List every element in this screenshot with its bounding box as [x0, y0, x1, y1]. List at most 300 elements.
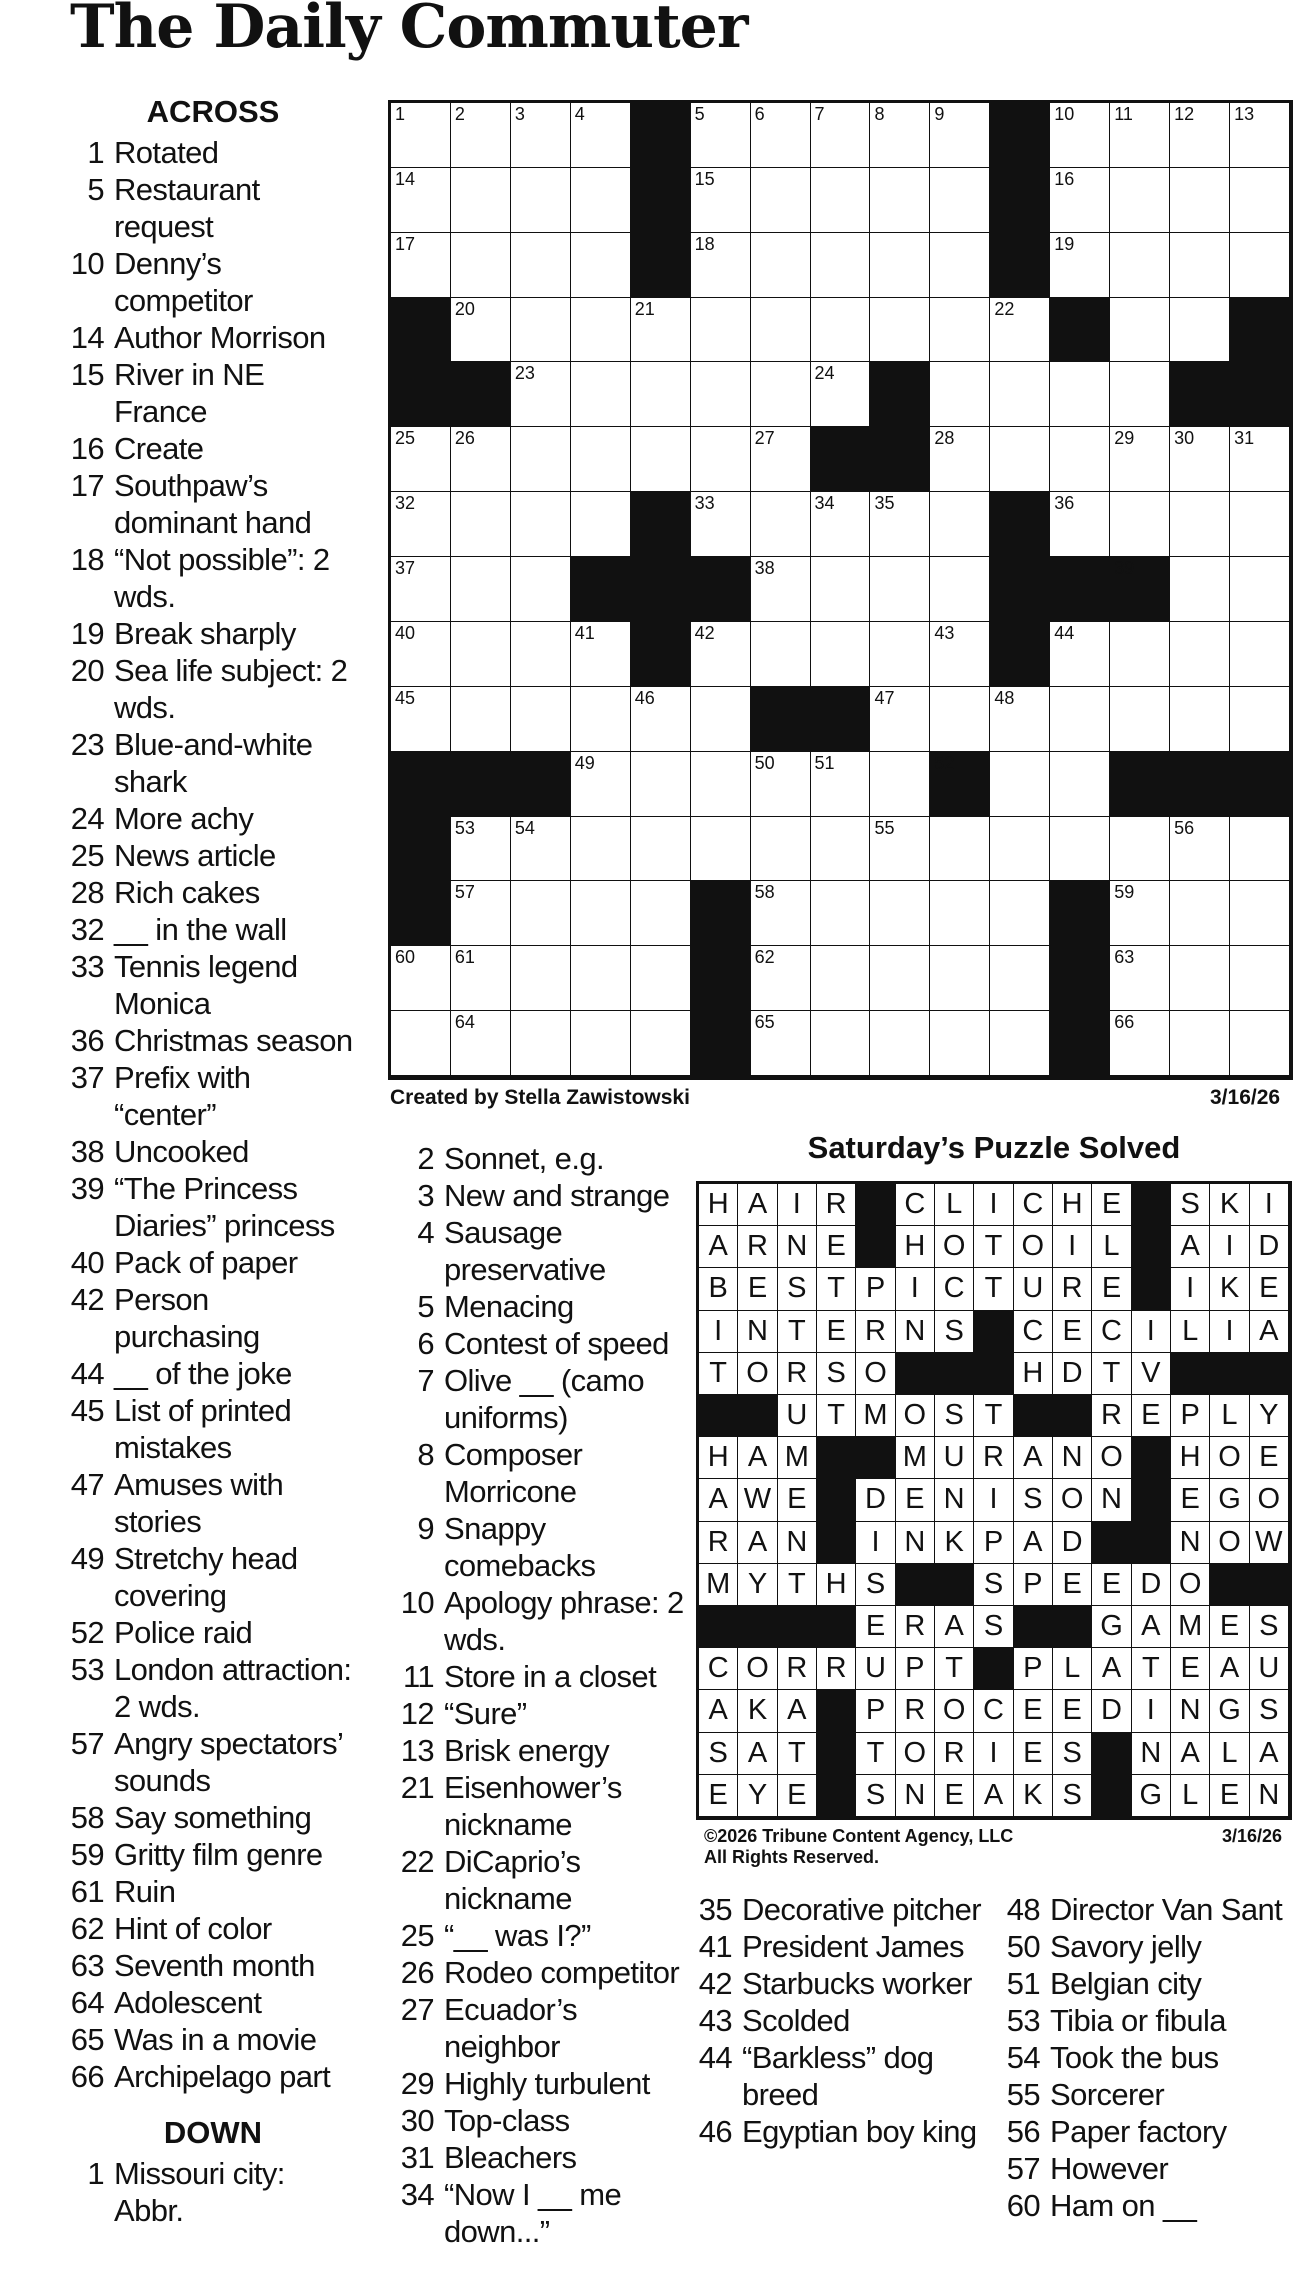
grid-cell[interactable]: [1170, 687, 1230, 752]
grid-cell[interactable]: [691, 492, 751, 557]
grid-cell[interactable]: [751, 622, 811, 687]
grid-cell[interactable]: [990, 687, 1050, 752]
grid-cell[interactable]: [1170, 817, 1230, 882]
grid-cell[interactable]: [691, 298, 751, 363]
black-square: [631, 233, 691, 298]
clue-item[interactable]: [68, 726, 358, 800]
grid-cell[interactable]: [391, 622, 451, 687]
grid-cell[interactable]: [511, 1011, 571, 1076]
grid-cell[interactable]: [571, 817, 631, 882]
grid-cell[interactable]: [1110, 622, 1170, 687]
grid-cell[interactable]: [751, 946, 811, 1011]
black-square: [511, 752, 571, 817]
grid-cell[interactable]: [930, 622, 990, 687]
solved-cell: [1092, 1268, 1131, 1310]
grid-cell[interactable]: [811, 233, 871, 298]
clue-number: 18: [70, 542, 104, 577]
grid-cell[interactable]: [391, 427, 451, 492]
grid-cell[interactable]: [990, 362, 1050, 427]
grid-cell[interactable]: [511, 687, 571, 752]
cell-letter: C: [707, 1652, 729, 1685]
grid-cell[interactable]: [751, 817, 811, 882]
grid-cell[interactable]: [1230, 622, 1290, 687]
grid-cell[interactable]: [1170, 103, 1230, 168]
grid-cell[interactable]: [990, 817, 1050, 882]
clue-item[interactable]: [696, 2039, 996, 2113]
grid-cell[interactable]: [571, 427, 631, 492]
grid-cell[interactable]: [391, 946, 451, 1011]
grid-cell[interactable]: [571, 752, 631, 817]
clue-item[interactable]: [398, 1991, 688, 2065]
grid-cell[interactable]: [930, 298, 990, 363]
clue-item[interactable]: [68, 1836, 358, 1873]
grid-cell[interactable]: [990, 752, 1050, 817]
grid-cell[interactable]: [930, 103, 990, 168]
clue-item[interactable]: [398, 1510, 688, 1584]
clue-item[interactable]: [68, 1873, 358, 1910]
grid-cell[interactable]: [511, 103, 571, 168]
grid-cell[interactable]: [811, 362, 871, 427]
clue-item[interactable]: [1004, 2039, 1299, 2076]
grid-cell[interactable]: [571, 233, 631, 298]
grid-cell[interactable]: [451, 168, 511, 233]
grid-cell[interactable]: [391, 233, 451, 298]
clue-item[interactable]: [1004, 2113, 1299, 2150]
cell-number: 20: [454, 298, 475, 319]
grid-cell[interactable]: [631, 881, 691, 946]
clue-item[interactable]: [68, 1947, 358, 1984]
clue-item[interactable]: [68, 1133, 358, 1170]
grid-cell[interactable]: [1050, 817, 1110, 882]
clue-item[interactable]: [1004, 1928, 1299, 1965]
clue-item[interactable]: [68, 948, 358, 1022]
clue-item[interactable]: [1004, 2150, 1299, 2187]
grid-cell[interactable]: [511, 492, 571, 557]
grid-cell[interactable]: [511, 233, 571, 298]
grid-cell[interactable]: [1110, 362, 1170, 427]
clue-item[interactable]: [398, 2065, 688, 2102]
grid-cell[interactable]: [631, 298, 691, 363]
grid-cell[interactable]: [930, 492, 990, 557]
grid-cell[interactable]: [811, 168, 871, 233]
clue-item[interactable]: [398, 1214, 688, 1288]
clue-item[interactable]: [398, 1843, 688, 1917]
grid-cell[interactable]: [631, 687, 691, 752]
grid-cell[interactable]: [811, 881, 871, 946]
grid-cell[interactable]: [1050, 687, 1110, 752]
grid-cell[interactable]: [631, 817, 691, 882]
grid-cell[interactable]: [1230, 687, 1290, 752]
grid-cell[interactable]: [631, 362, 691, 427]
grid-cell[interactable]: [1170, 427, 1230, 492]
grid-cell[interactable]: [751, 881, 811, 946]
grid-cell[interactable]: [1170, 233, 1230, 298]
clue-item[interactable]: [398, 1288, 688, 1325]
clue-item[interactable]: [68, 2155, 358, 2229]
grid-cell[interactable]: [870, 298, 930, 363]
clue-item[interactable]: [398, 1695, 688, 1732]
clue-item[interactable]: [1004, 2002, 1299, 2039]
grid-cell[interactable]: [751, 492, 811, 557]
grid-cell[interactable]: [1170, 298, 1230, 363]
grid-cell[interactable]: [1230, 1011, 1290, 1076]
clue-item[interactable]: [68, 541, 358, 615]
grid-cell[interactable]: [571, 881, 631, 946]
clue-item[interactable]: [398, 1658, 688, 1695]
grid-cell[interactable]: [870, 946, 930, 1011]
solved-crossword-grid: [696, 1181, 1292, 1820]
grid-cell[interactable]: [870, 233, 930, 298]
clue-item[interactable]: [398, 1769, 688, 1843]
clue-item[interactable]: [68, 1355, 358, 1392]
grid-cell[interactable]: [990, 427, 1050, 492]
clue-item[interactable]: [68, 1651, 358, 1725]
rights-line: All Rights Reserved.: [704, 1847, 880, 1867]
clue-item[interactable]: [398, 1436, 688, 1510]
clue-number: 42: [70, 1282, 104, 1317]
grid-cell[interactable]: [451, 687, 511, 752]
grid-cell[interactable]: [990, 1011, 1050, 1076]
grid-cell[interactable]: [1170, 492, 1230, 557]
clue-item[interactable]: [398, 2176, 688, 2250]
grid-cell[interactable]: [1110, 687, 1170, 752]
grid-cell[interactable]: [391, 1011, 451, 1076]
grid-cell[interactable]: [691, 817, 751, 882]
grid-cell[interactable]: [870, 103, 930, 168]
solved-cell: [1171, 1311, 1210, 1353]
grid-cell[interactable]: [751, 362, 811, 427]
grid-cell[interactable]: [571, 492, 631, 557]
clue-item[interactable]: [68, 1466, 358, 1540]
grid-cell[interactable]: [451, 492, 511, 557]
cell-number: 2: [454, 104, 465, 124]
grid-cell[interactable]: [870, 1011, 930, 1076]
clue-item[interactable]: [68, 171, 358, 245]
grid-cell[interactable]: [1110, 1011, 1170, 1076]
grid-cell[interactable]: [751, 1011, 811, 1076]
grid-cell[interactable]: [391, 103, 451, 168]
clue-item[interactable]: [68, 319, 358, 356]
clue-item[interactable]: [68, 356, 358, 430]
grid-cell[interactable]: [451, 881, 511, 946]
grid-cell[interactable]: [511, 362, 571, 427]
grid-cell[interactable]: [691, 168, 751, 233]
grid-cell[interactable]: [751, 752, 811, 817]
grid-cell[interactable]: [1230, 168, 1290, 233]
grid-cell[interactable]: [1170, 881, 1230, 946]
clue-text: Snappy comebacks: [444, 1511, 596, 1583]
grid-cell[interactable]: [930, 233, 990, 298]
grid-cell[interactable]: [811, 492, 871, 557]
grid-cell[interactable]: [691, 103, 751, 168]
grid-cell[interactable]: [571, 362, 631, 427]
cell-letter: K: [1219, 1188, 1240, 1221]
clue-item[interactable]: [68, 1022, 358, 1059]
clue-item[interactable]: [68, 1244, 358, 1281]
grid-cell[interactable]: [1230, 492, 1290, 557]
grid-cell[interactable]: [511, 298, 571, 363]
clue-number: 48: [1006, 1892, 1040, 1927]
cell-letter: O: [1218, 1525, 1241, 1558]
grid-cell[interactable]: [930, 817, 990, 882]
clue-item[interactable]: [68, 800, 358, 837]
solved-cell: [1014, 1268, 1053, 1310]
grid-cell[interactable]: [511, 881, 571, 946]
grid-cell[interactable]: [451, 1011, 511, 1076]
grid-cell[interactable]: [1230, 103, 1290, 168]
clue-item[interactable]: [696, 2002, 996, 2039]
clue-item[interactable]: [398, 1954, 688, 1991]
grid-cell[interactable]: [631, 752, 691, 817]
cell-number: 37: [395, 558, 416, 579]
clue-item[interactable]: [68, 1170, 358, 1244]
clue-item[interactable]: [398, 1732, 688, 1769]
cell-number: 34: [814, 493, 835, 514]
clue-text: “Barkless” dog breed: [742, 2040, 934, 2112]
grid-cell[interactable]: [451, 817, 511, 882]
clue-item[interactable]: [398, 1362, 688, 1436]
black-square: [817, 1437, 856, 1479]
clue-text: “Now I __ me down...”: [444, 2177, 622, 2249]
grid-cell[interactable]: [691, 362, 751, 427]
grid-cell[interactable]: [511, 557, 571, 622]
clue-item[interactable]: [398, 1177, 688, 1214]
solved-cell: [1053, 1564, 1092, 1606]
solved-cell: [1053, 1648, 1092, 1690]
clue-item[interactable]: [68, 1059, 358, 1133]
cell-letter: R: [983, 1441, 1004, 1474]
grid-cell[interactable]: [811, 946, 871, 1011]
solved-cell: [738, 1733, 777, 1775]
grid-cell[interactable]: [691, 233, 751, 298]
grid-cell[interactable]: [391, 492, 451, 557]
clue-item[interactable]: [398, 1140, 688, 1177]
grid-cell[interactable]: [990, 298, 1050, 363]
grid-cell[interactable]: [1050, 362, 1110, 427]
grid-cell[interactable]: [1050, 427, 1110, 492]
grid-cell[interactable]: [751, 298, 811, 363]
grid-cell[interactable]: [1230, 946, 1290, 1011]
grid-cell[interactable]: [571, 687, 631, 752]
grid-cell[interactable]: [571, 298, 631, 363]
grid-cell[interactable]: [631, 427, 691, 492]
grid-cell[interactable]: [451, 557, 511, 622]
grid-cell[interactable]: [811, 103, 871, 168]
grid-cell[interactable]: [511, 817, 571, 882]
grid-cell[interactable]: [811, 622, 871, 687]
grid-cell[interactable]: [811, 298, 871, 363]
clue-item[interactable]: [68, 615, 358, 652]
grid-cell[interactable]: [391, 687, 451, 752]
clue-item[interactable]: [68, 874, 358, 911]
clue-item[interactable]: [68, 467, 358, 541]
grid-cell[interactable]: [631, 946, 691, 1011]
grid-cell[interactable]: [571, 622, 631, 687]
grid-cell[interactable]: [511, 168, 571, 233]
grid-cell[interactable]: [451, 946, 511, 1011]
grid-cell[interactable]: [1110, 946, 1170, 1011]
clue-item[interactable]: [68, 1614, 358, 1651]
grid-cell[interactable]: [870, 881, 930, 946]
clue-item[interactable]: [1004, 1891, 1299, 1928]
grid-cell[interactable]: [1110, 298, 1170, 363]
clue-text: New and strange: [444, 1178, 670, 1213]
clue-text: Composer Morricone: [444, 1437, 583, 1509]
clue-item[interactable]: [398, 1584, 688, 1658]
clue-item[interactable]: [696, 1928, 996, 1965]
clue-item[interactable]: [68, 1984, 358, 2021]
grid-cell[interactable]: [451, 622, 511, 687]
cell-letter: O: [746, 1356, 769, 1389]
grid-cell[interactable]: [1170, 557, 1230, 622]
grid-cell[interactable]: [930, 168, 990, 233]
clue-item[interactable]: [398, 1325, 688, 1362]
grid-cell[interactable]: [990, 946, 1050, 1011]
grid-cell[interactable]: [1110, 168, 1170, 233]
grid-cell[interactable]: [751, 427, 811, 492]
grid-cell[interactable]: [1110, 233, 1170, 298]
cell-letter: T: [787, 1736, 806, 1769]
grid-cell[interactable]: [451, 233, 511, 298]
clue-text: “Sure”: [444, 1696, 527, 1731]
clue-item[interactable]: [68, 911, 358, 948]
clue-item[interactable]: [68, 1910, 358, 1947]
grid-cell[interactable]: [1230, 881, 1290, 946]
clue-item[interactable]: [68, 1392, 358, 1466]
clue-item[interactable]: [1004, 1965, 1299, 2002]
clue-item[interactable]: [68, 1540, 358, 1614]
grid-cell[interactable]: [391, 557, 451, 622]
clue-item[interactable]: [398, 2139, 688, 2176]
clue-item[interactable]: [68, 2058, 358, 2095]
grid-cell[interactable]: [930, 687, 990, 752]
grid-cell[interactable]: [631, 1011, 691, 1076]
grid-cell[interactable]: [391, 168, 451, 233]
clue-item[interactable]: [696, 2113, 996, 2150]
grid-cell[interactable]: [571, 1011, 631, 1076]
grid-cell[interactable]: [1230, 233, 1290, 298]
grid-cell[interactable]: [930, 427, 990, 492]
grid-cell[interactable]: [1230, 557, 1290, 622]
grid-cell[interactable]: [691, 752, 751, 817]
grid-cell[interactable]: [691, 427, 751, 492]
grid-cell[interactable]: [1050, 168, 1110, 233]
grid-cell[interactable]: [1050, 492, 1110, 557]
grid-cell[interactable]: [1170, 1011, 1230, 1076]
cell-letter: P: [983, 1525, 1004, 1558]
clue-item[interactable]: [68, 430, 358, 467]
clue-item[interactable]: [68, 1725, 358, 1799]
grid-cell[interactable]: [870, 168, 930, 233]
grid-cell[interactable]: [811, 557, 871, 622]
grid-cell[interactable]: [691, 622, 751, 687]
grid-cell[interactable]: [811, 1011, 871, 1076]
solved-cell: [896, 1606, 935, 1648]
grid-cell[interactable]: [930, 881, 990, 946]
grid-cell[interactable]: [870, 817, 930, 882]
grid-cell[interactable]: [451, 427, 511, 492]
clue-item[interactable]: [1004, 2076, 1299, 2113]
clue-item[interactable]: [398, 1917, 688, 1954]
grid-cell[interactable]: [451, 103, 511, 168]
grid-cell[interactable]: [1110, 492, 1170, 557]
grid-cell[interactable]: [751, 557, 811, 622]
grid-cell[interactable]: [1050, 752, 1110, 817]
clue-text: Rich cakes: [114, 875, 260, 910]
grid-cell[interactable]: [571, 103, 631, 168]
grid-cell[interactable]: [751, 168, 811, 233]
grid-cell[interactable]: [751, 103, 811, 168]
clue-item[interactable]: [68, 837, 358, 874]
grid-cell[interactable]: [1110, 427, 1170, 492]
clue-item[interactable]: [68, 134, 358, 171]
clue-item[interactable]: [696, 1891, 996, 1928]
grid-cell[interactable]: [1050, 103, 1110, 168]
grid-cell[interactable]: [511, 946, 571, 1011]
clue-item[interactable]: [68, 1281, 358, 1355]
solved-cell: [896, 1311, 935, 1353]
grid-cell[interactable]: [451, 298, 511, 363]
grid-cell[interactable]: [571, 168, 631, 233]
grid-cell[interactable]: [870, 492, 930, 557]
grid-cell[interactable]: [870, 752, 930, 817]
clue-item[interactable]: [68, 652, 358, 726]
clue-item[interactable]: [1004, 2187, 1299, 2224]
solved-cell: [1092, 1648, 1131, 1690]
cell-letter: D: [1140, 1567, 1162, 1600]
grid-cell[interactable]: [1050, 622, 1110, 687]
grid-cell[interactable]: [811, 817, 871, 882]
down-clue-list-2: [398, 1140, 688, 2250]
grid-cell[interactable]: [691, 687, 751, 752]
grid-cell[interactable]: [990, 881, 1050, 946]
grid-cell[interactable]: [1170, 622, 1230, 687]
grid-cell[interactable]: [930, 362, 990, 427]
grid-cell[interactable]: [870, 622, 930, 687]
grid-cell[interactable]: [930, 1011, 990, 1076]
grid-cell[interactable]: [511, 427, 571, 492]
grid-cell[interactable]: [571, 946, 631, 1011]
grid-cell[interactable]: [1110, 881, 1170, 946]
grid-cell[interactable]: [1230, 427, 1290, 492]
grid-cell[interactable]: [1170, 946, 1230, 1011]
clue-item[interactable]: [68, 245, 358, 319]
grid-cell[interactable]: [1110, 103, 1170, 168]
clue-item[interactable]: [398, 2102, 688, 2139]
grid-cell[interactable]: [1230, 817, 1290, 882]
grid-cell[interactable]: [751, 233, 811, 298]
clue-item[interactable]: [696, 1965, 996, 2002]
grid-cell[interactable]: [930, 946, 990, 1011]
clue-item[interactable]: [68, 2021, 358, 2058]
grid-cell[interactable]: [1050, 233, 1110, 298]
clue-text: Savory jelly: [1050, 1929, 1202, 1964]
solved-cell: [974, 1522, 1013, 1564]
black-square: [1050, 1011, 1110, 1076]
crossword-grid[interactable]: [388, 100, 1293, 1080]
grid-cell[interactable]: [870, 557, 930, 622]
black-square: [1014, 1395, 1053, 1437]
grid-cell[interactable]: [811, 752, 871, 817]
grid-cell[interactable]: [870, 687, 930, 752]
clue-item[interactable]: [68, 1799, 358, 1836]
black-square: [1014, 1606, 1053, 1648]
grid-cell[interactable]: [1170, 168, 1230, 233]
grid-cell[interactable]: [391, 1076, 451, 1077]
grid-cell[interactable]: [511, 622, 571, 687]
grid-cell[interactable]: [1110, 817, 1170, 882]
grid-cell[interactable]: [930, 557, 990, 622]
